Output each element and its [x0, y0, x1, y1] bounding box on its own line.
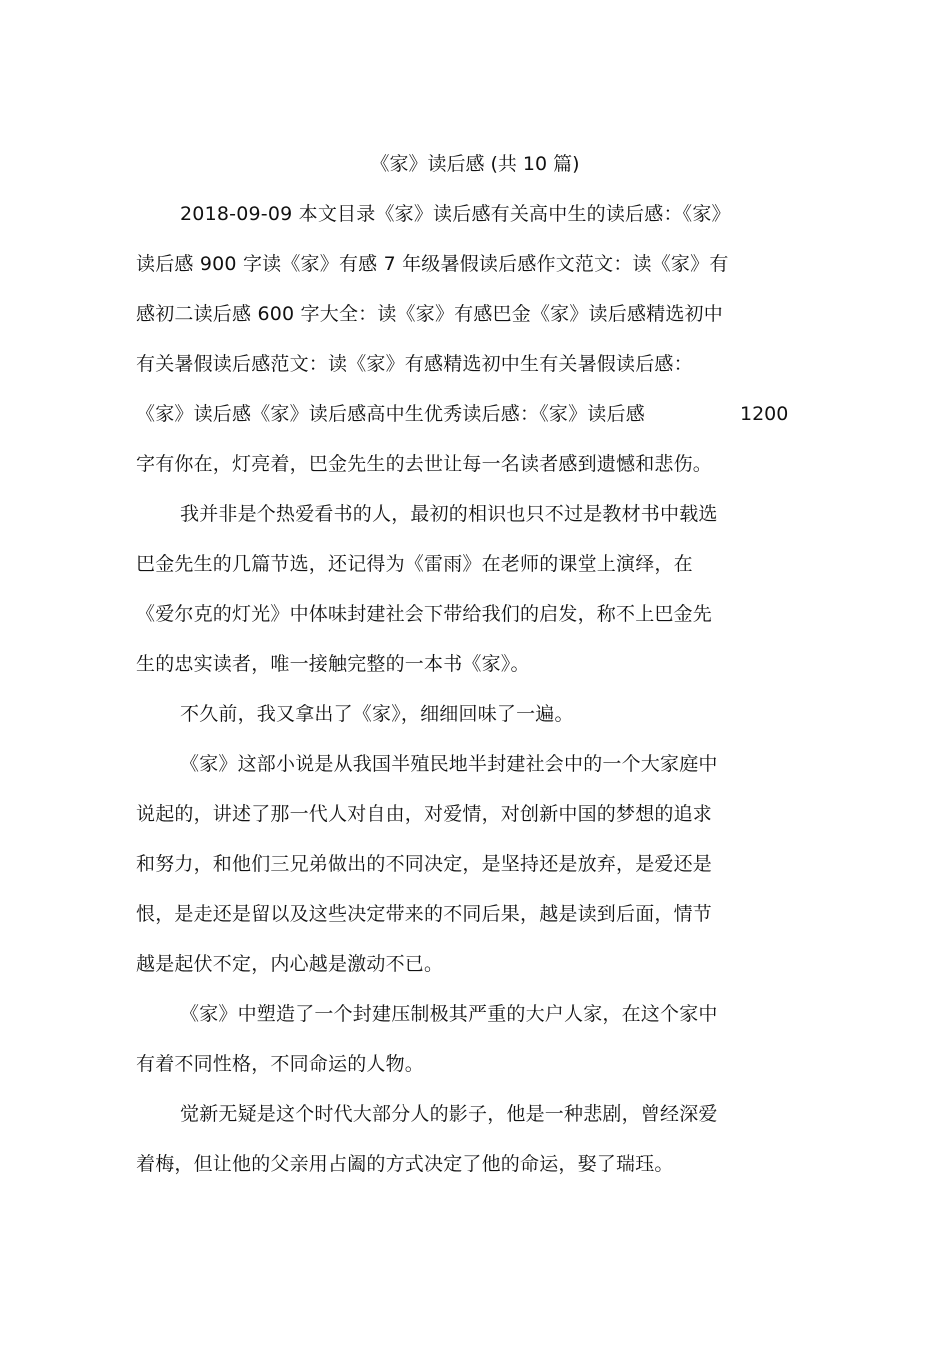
paragraph-4-line-5: 越是起伏不定，内心越是激动不已。 — [136, 953, 444, 975]
paragraph-6-line-2: 着梅，但让他的父亲用占阖的方式决定了他的命运，娶了瑞珏。 — [136, 1153, 674, 1175]
paragraph-2-line-3: 《爱尔克的灯光》中体味封建社会下带给我们的启发，称不上巴金先 — [136, 603, 713, 625]
paragraph-4-line-2: 说起的，讲述了那一代人对自由，对爱情，对创新中国的梦想的追求 — [136, 803, 713, 825]
paragraph-5-line-1: 《家》中塑造了一个封建压制极其严重的大户人家，在这个家中 — [180, 1003, 718, 1025]
paragraph-2-line-2: 巴金先生的几篇节选，还记得为《雷雨》在老师的课堂上演绎，在 — [136, 553, 693, 575]
paragraph-2-line-1: 我并非是个热爱看书的人，最初的相识也只不过是教材书中载选 — [180, 503, 718, 525]
paragraph-1-line-2: 读后感 900 字读《家》有感 7 年级暑假读后感作文范文：读《家》有 — [136, 253, 729, 275]
paragraph-1-line-1: 2018-09-09 本文目录《家》读后感有关高中生的读后感：《家》 — [180, 203, 731, 225]
paragraph-1-line-6: 字有你在，灯亮着，巴金先生的去世让每一名读者感到遗憾和悲伤。 — [136, 453, 713, 475]
paragraph-2-line-4: 生的忠实读者，唯一接触完整的一本书《家》。 — [136, 653, 530, 675]
paragraph-4-line-4: 恨，是走还是留以及这些决定带来的不同后果，越是读到后面，情节 — [136, 903, 713, 925]
paragraph-5-line-2: 有着不同性格，不同命运的人物。 — [136, 1053, 425, 1075]
paragraph-1-word-count: 1200 — [740, 403, 789, 425]
paragraph-1-line-4: 有关暑假读后感范文：读《家》有感精选初中生有关暑假读后感： — [136, 353, 693, 375]
document-title: 《家》读后感 (共 10 篇) — [370, 153, 580, 175]
paragraph-1-line-5: 《家》读后感《家》读后感高中生优秀读后感：《家》读后感 — [136, 403, 645, 425]
paragraph-6-line-1: 觉新无疑是这个时代大部分人的影子，他是一种悲剧，曾经深爱 — [180, 1103, 718, 1125]
paragraph-3-line-1: 不久前，我又拿出了《家》，细细回味了一遍。 — [180, 703, 574, 725]
paragraph-4-line-1: 《家》这部小说是从我国半殖民地半封建社会中的一个大家庭中 — [180, 753, 718, 775]
paragraph-1-line-3: 感初二读后感 600 字大全：读《家》有感巴金《家》读后感精选初中 — [136, 303, 723, 325]
paragraph-4-line-3: 和努力，和他们三兄弟做出的不同决定，是坚持还是放弃，是爱还是 — [136, 853, 713, 875]
